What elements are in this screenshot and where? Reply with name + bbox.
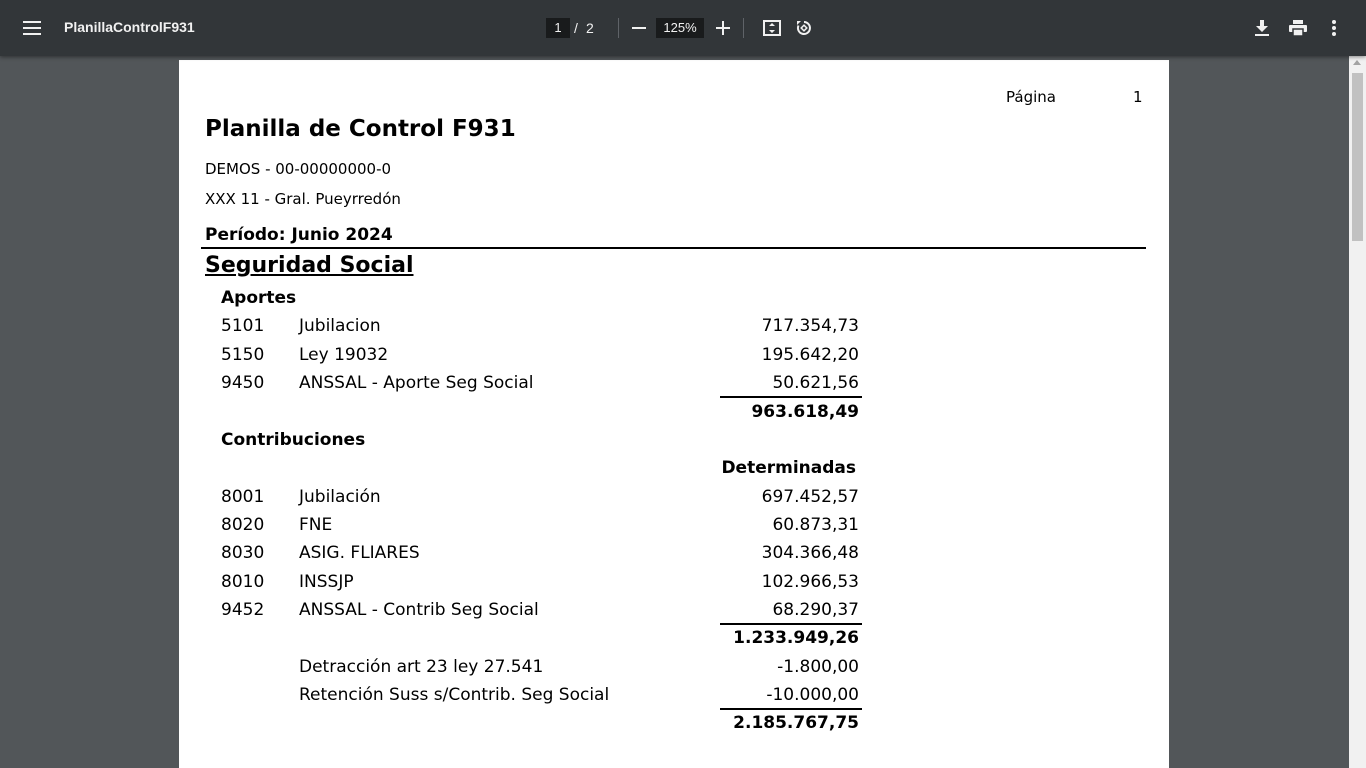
row-code: 8001 — [221, 487, 265, 507]
pdf-toolbar — [0, 0, 1366, 56]
contribuciones-subtotal: 1.233.949,26 — [733, 628, 859, 648]
download-icon[interactable] — [1246, 12, 1278, 44]
scroll-thumb[interactable] — [1352, 73, 1363, 241]
fit-page-icon[interactable] — [756, 12, 788, 44]
company-line: DEMOS - 00-00000000-0 — [205, 160, 392, 178]
pdf-page — [179, 60, 1169, 768]
row-description: ANSSAL - Aporte Seg Social — [299, 373, 534, 393]
contribuciones-total: 2.185.767,75 — [733, 713, 859, 733]
report-title: Planilla de Control F931 — [205, 116, 516, 142]
column-header-determinadas: Determinadas — [721, 458, 856, 478]
row-description: Jubilación — [299, 487, 381, 507]
total-pages: 2 — [586, 20, 594, 36]
row-code: 8030 — [221, 543, 265, 563]
row-amount: 304.366,48 — [761, 543, 859, 563]
row-amount: 697.452,57 — [761, 487, 859, 507]
row-description: Jubilacion — [299, 316, 381, 336]
sum-line — [720, 623, 862, 625]
rotate-icon[interactable] — [788, 12, 820, 44]
row-description: FNE — [299, 515, 333, 535]
row-code: 8010 — [221, 572, 265, 592]
current-page-input[interactable]: 1 — [546, 18, 570, 38]
adjustment-amount: -10.000,00 — [766, 685, 859, 705]
row-code: 5150 — [221, 345, 265, 365]
sum-line — [720, 708, 862, 710]
scroll-up-arrow-icon[interactable] — [1353, 60, 1361, 65]
adjustment-description: Detracción art 23 ley 27.541 — [299, 657, 544, 677]
row-amount: 717.354,73 — [761, 316, 859, 336]
zoom-in-icon[interactable] — [707, 12, 739, 44]
row-code: 8020 — [221, 515, 265, 535]
adjustment-amount: -1.800,00 — [777, 657, 859, 677]
row-description: Ley 19032 — [299, 345, 389, 365]
row-amount: 50.621,56 — [772, 373, 859, 393]
print-icon[interactable] — [1282, 12, 1314, 44]
row-amount: 60.873,31 — [772, 515, 859, 535]
page-number: 1 — [1133, 88, 1143, 106]
vertical-scrollbar[interactable] — [1349, 56, 1366, 768]
adjustment-description: Retención Suss s/Contrib. Seg Social — [299, 685, 610, 705]
row-amount: 68.290,37 — [772, 600, 859, 620]
section-title: Seguridad Social — [205, 253, 414, 278]
row-description: ASIG. FLIARES — [299, 543, 420, 563]
page-separator: / — [574, 20, 578, 36]
zoom-out-icon[interactable] — [623, 12, 655, 44]
period-line: Período: Junio 2024 — [205, 225, 393, 245]
header-rule — [201, 247, 1146, 249]
aportes-total: 963.618,49 — [751, 402, 859, 422]
contribuciones-title: Contribuciones — [221, 430, 366, 450]
row-code: 5101 — [221, 316, 265, 336]
toolbar-divider — [743, 18, 744, 38]
row-description: INSSJP — [299, 572, 354, 592]
document-title: PlanillaControlF931 — [64, 19, 195, 35]
aportes-title: Aportes — [221, 288, 297, 308]
row-code: 9450 — [221, 373, 265, 393]
toolbar-divider — [618, 18, 619, 38]
row-code: 9452 — [221, 600, 265, 620]
menu-icon[interactable] — [16, 12, 48, 44]
branch-line: XXX 11 - Gral. Pueyrredón — [205, 190, 401, 208]
sum-line — [720, 396, 862, 398]
zoom-level-input[interactable]: 125% — [656, 18, 704, 38]
more-vert-icon[interactable] — [1318, 12, 1350, 44]
page-label: Página — [1006, 88, 1056, 106]
row-description: ANSSAL - Contrib Seg Social — [299, 600, 539, 620]
row-amount: 195.642,20 — [761, 345, 859, 365]
row-amount: 102.966,53 — [761, 572, 859, 592]
